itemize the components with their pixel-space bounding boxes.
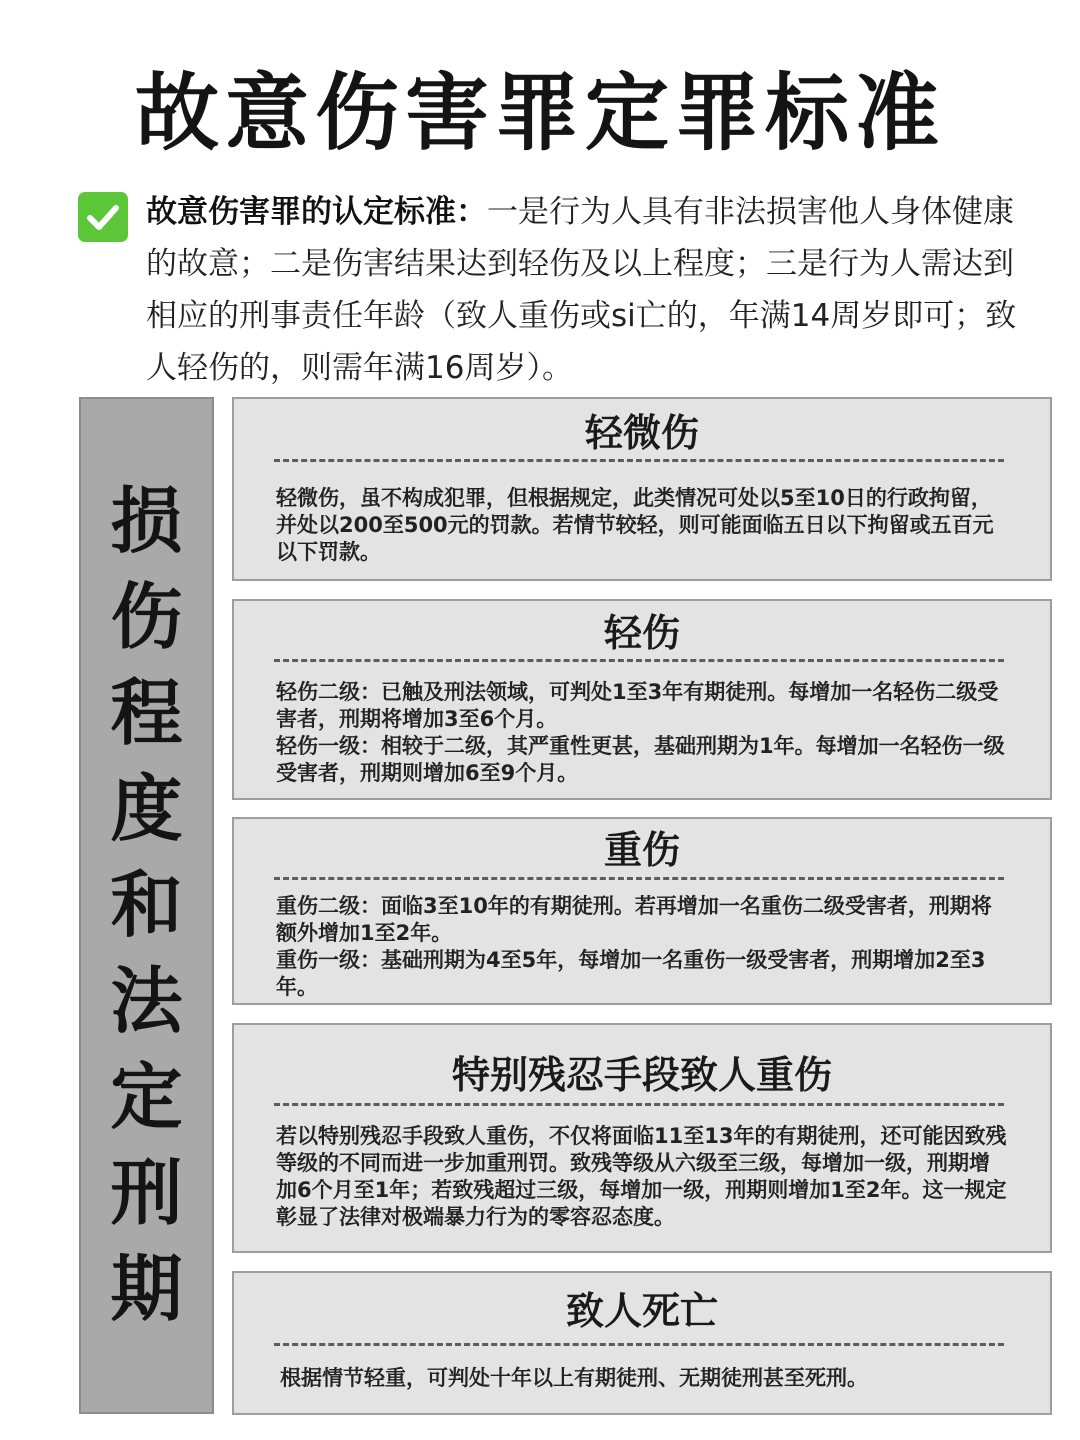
side-label-char: 度 [110, 767, 183, 851]
section-paragraph: 重伤一级：基础刑期为4至5年，每增加一名重伤一级受害者，刑期增加2至3年。 [276, 948, 986, 999]
section-body [276, 485, 1008, 566]
section-body [280, 1365, 1008, 1392]
section-minor-injury [232, 397, 1052, 581]
section-body [276, 893, 1008, 1001]
side-label-char: 损 [110, 479, 183, 563]
section-paragraph: 若以特别残忍手段致人重伤，不仅将面临11至13年的有期徒刑，还可能因致残等级的不同而进一步加重刑罚。致残等级从六级至三级，每增加一级，刑期增加6个月至1年；若致残超过三级，每增加一级，刑期则增加1至2年。这一规定彰显了法律对极端暴力行为的零容忍态度。 [276, 1124, 1007, 1229]
section-title: 轻伤 [603, 611, 680, 655]
criteria-label: 故意伤害罪的认定标准： [146, 194, 487, 230]
section-paragraph: 轻伤一级：相较于二级，其严重性更甚，基础刑期为1年。每增加一名轻伤一级受害者，刑期则增加6至9个月。 [276, 734, 1005, 785]
section-death [232, 1271, 1052, 1415]
side-label-char: 定 [110, 1055, 183, 1139]
section-title: 重伤 [603, 828, 680, 872]
section-title: 特别残忍手段致人重伤 [451, 1053, 832, 1097]
section-divider [274, 659, 1004, 662]
section-divider [274, 1103, 1004, 1106]
section-paragraph: 根据情节轻重，可判处十年以上有期徒刑、无期徒刑甚至死刑。 [280, 1366, 868, 1390]
section-body [276, 1123, 1008, 1231]
side-label-char: 法 [110, 959, 183, 1043]
criteria-description: 一是行为人具有非法损害他人身体健康的故意；二是伤害结果达到轻伤及以上程度；三是行为人需达到相应的刑事责任年龄（致人重伤或si亡的，年满14周岁即可；致人轻伤的，则需年满16周岁）。 [146, 194, 1017, 386]
section-divider [274, 459, 1004, 462]
section-title: 轻微伤 [584, 411, 699, 455]
side-label-char: 刑 [110, 1151, 183, 1235]
section-paragraph: 轻伤二级：已触及刑法领域，可判处1至3年有期徒刑。每增加一名轻伤二级受害者，刑期将增加3至6个月。 [276, 680, 999, 731]
criteria-text [146, 186, 1018, 394]
section-light-injury [232, 599, 1052, 800]
section-body [276, 679, 1008, 787]
side-label-char: 期 [110, 1247, 183, 1331]
section-cruel-means [232, 1023, 1052, 1253]
side-panel [79, 397, 214, 1414]
section-divider [274, 877, 1004, 880]
check-icon [78, 192, 128, 242]
page-title: 故意伤害罪定罪标准 [134, 64, 945, 162]
section-paragraph: 轻微伤，虽不构成犯罪，但根据规定，此类情况可处以5至10日的行政拘留，并处以200至500元的罚款。若情节较轻，则可能面临五日以下拘留或五百元以下罚款。 [276, 486, 994, 564]
section-title: 致人死亡 [565, 1289, 718, 1333]
section-paragraph: 重伤二级：面临3至10年的有期徒刑。若再增加一名重伤二级受害者，刑期将额外增加1至2年。 [276, 894, 992, 945]
side-label-char: 和 [110, 863, 183, 947]
section-serious-injury [232, 817, 1052, 1005]
side-label-char: 程 [110, 671, 183, 755]
side-label-char: 伤 [110, 575, 183, 659]
section-divider [274, 1343, 1004, 1346]
